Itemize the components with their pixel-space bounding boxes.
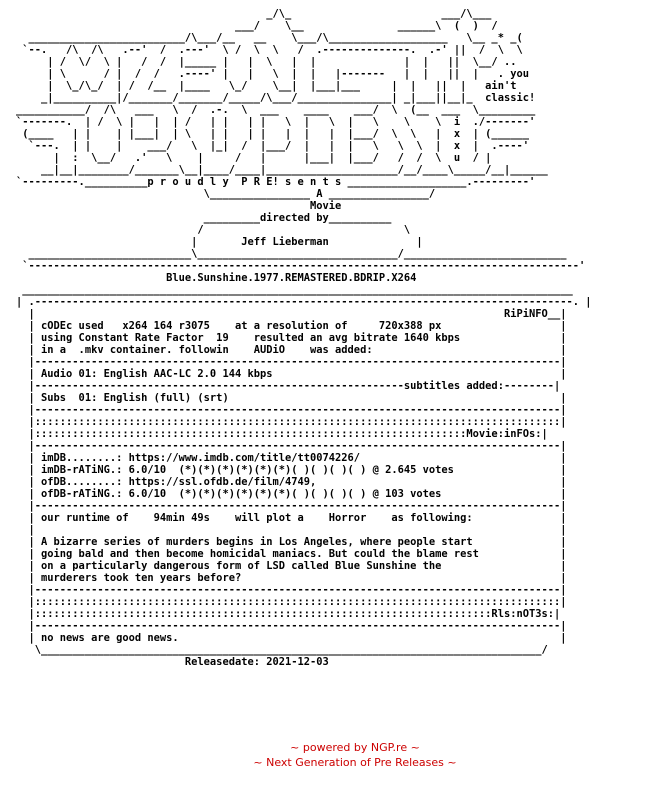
nfo-line: | \ / | / / .----' | | \ | | |------- | | || | . you <box>16 68 529 80</box>
nfo-line: | RiPiNFO__| <box>16 308 567 320</box>
nfo-line: | going bald and then become homicidal maniacs. But could the blame rest | <box>16 548 567 560</box>
nfo-line: | in a .mkv container. followin AUDiO was added: | <box>16 344 567 356</box>
nfo-line: |:::::::::::::::::::::::::::::::::::::::::::::::::::::::::::::::::::::::::Rls:nOT3s:| <box>16 608 561 620</box>
nfo-line: ___________/ /\ ___ \ / .-. \ ___ ____ ___/ \ (__ ___ \_________ <box>16 104 536 116</box>
nfo-line: (____ | | | |___| | \ | | | | | | | |___/ \ \ | x | (______ <box>16 128 529 140</box>
nfo-line: |-----------------------------------------------------------subtitles added:--------| <box>16 380 561 392</box>
footer-tagline: ~ Next Generation of Pre Releases ~ <box>253 756 457 769</box>
nfo-line: |------------------------------------------------------------------------------------| <box>16 440 567 452</box>
nfo-line: | Subs 01: English (full) (srt) | <box>16 392 567 404</box>
nfo-line: Releasedate: 2021-12-03 <box>16 656 329 668</box>
nfo-line: `---------.__________p r o u d l y P R E! s e n t s ___________________.---------' <box>16 176 536 188</box>
nfo-line: | on a particularly dangerous form of LSD called Blue Sunshine the | <box>16 560 567 572</box>
nfo-line: _________________________/\___/__ __ \___/\___________________ \__ _* _( <box>16 32 523 44</box>
nfo-line: / \ <box>16 224 411 236</box>
nfo-line: |::::::::::::::::::::::::::::::::::::::::::::::::::::::::::::::::::::::::::::::::::::| <box>16 416 567 428</box>
nfo-line: Blue.Sunshine.1977.REMASTERED.BDRIP.X264 <box>16 272 417 284</box>
nfo-line: | using Constant Rate Factor 19 resulted an avg bitrate 1640 kbps | <box>16 332 567 344</box>
footer <box>0 740 648 770</box>
nfo-line: `-------. | / \ | | | / | | | | \ | \ | \ \ \ i ./-------' <box>16 116 536 128</box>
nfo-line: \________________ A ________________/ <box>16 188 436 200</box>
nfo-line: ________________________________________________________________________________________ <box>16 284 573 296</box>
nfo-line: | Audio 01: English AAC-LC 2.0 144 kbps | <box>16 368 567 380</box>
nfo-line: | murderers took ten years before? | <box>16 572 567 584</box>
nfo-line: `--. /\ /\ .--' / .---' \ / \ \ / .--------------. .-' || / \ \ <box>16 44 523 56</box>
nfo-line: _/\_ ___/\___ <box>16 8 492 20</box>
nfo-line: | ofDB........: https://ssl.ofdb.de/film/4749, | <box>16 476 567 488</box>
nfo-line: | A bizarre series of murders begins in Los Angeles, where people start | <box>16 536 567 548</box>
nfo-line: | imDB........: https://www.imdb.com/title/tt0074226/ | <box>16 452 567 464</box>
nfo-line: |------------------------------------------------------------------------------------| <box>16 356 567 368</box>
nfo-line: \________________________________________________________________________________/ <box>16 644 548 656</box>
nfo-line: | ofDB-rATiNG.: 6.0/10 (*)(*)(*)(*)(*)(*)( )( )( )( ) @ 103 votes | <box>16 488 567 500</box>
nfo-line: _|__________|/_______/_______/_____/\___/_______________| _|___||__|_ classic! <box>16 92 536 104</box>
nfo-line: | \_/\_/ | / /__ |____ \_/ \__| |___|___ | | || | ain't <box>16 80 517 92</box>
footer-powered-by: ~ powered by NGP.re ~ <box>290 741 420 754</box>
nfo-line: |:::::::::::::::::::::::::::::::::::::::::::::::::::::::::::::::::::::Movie:inFOs:| <box>16 428 548 440</box>
nfo-line: |------------------------------------------------------------------------------------| <box>16 584 567 596</box>
nfo-line: | : \__/ .' \ | / | |___| |___/ / / \ u / | <box>16 152 492 164</box>
nfo-line: | Jeff Lieberman | <box>16 236 423 248</box>
nfo-line: __|__|________/_______\__|____/____|_____________________/__/____\_____/__|______ <box>16 164 548 176</box>
nfo-line: `---. | | | ___/ \ |_| / |___/ | | | \ \ \ | x | .----' <box>16 140 529 152</box>
nfo-line: |::::::::::::::::::::::::::::::::::::::::::::::::::::::::::::::::::::::::::::::::::::| <box>16 596 567 608</box>
nfo-line: | cODEc used x264 164 r3075 at a resolution of 720x388 px | <box>16 320 567 332</box>
nfo-line: __________________________\________________________________/__________________________ <box>16 248 567 260</box>
nfo-line: |------------------------------------------------------------------------------------| <box>16 620 567 632</box>
nfo-line: | .--------------------------------------------------------------------------------------. | <box>16 296 592 308</box>
nfo-line: | imDB-rATiNG.: 6.0/10 (*)(*)(*)(*)(*)(*)( )( )( )( ) @ 2.645 votes | <box>16 464 567 476</box>
nfo-line: `----------------------------------------------------------------------------------------' <box>16 260 586 272</box>
nfo-line: |------------------------------------------------------------------------------------| <box>16 404 567 416</box>
nfo-line: | no news are good news. | <box>16 632 567 644</box>
nfo-text-block <box>16 8 592 668</box>
nfo-line: | / \/ \ | / / |_____ | | \ | | | | || \__/ .. <box>16 56 517 68</box>
nfo-line: ___/ \__ ______\ ( ) / <box>16 20 498 32</box>
nfo-line: Movie <box>16 200 342 212</box>
nfo-line: | our runtime of 94min 49s will plot a Horror as following: | <box>16 512 567 524</box>
nfo-line: | | <box>16 524 567 536</box>
nfo-line: _________directed by__________ <box>16 212 392 224</box>
nfo-line: |------------------------------------------------------------------------------------| <box>16 500 567 512</box>
